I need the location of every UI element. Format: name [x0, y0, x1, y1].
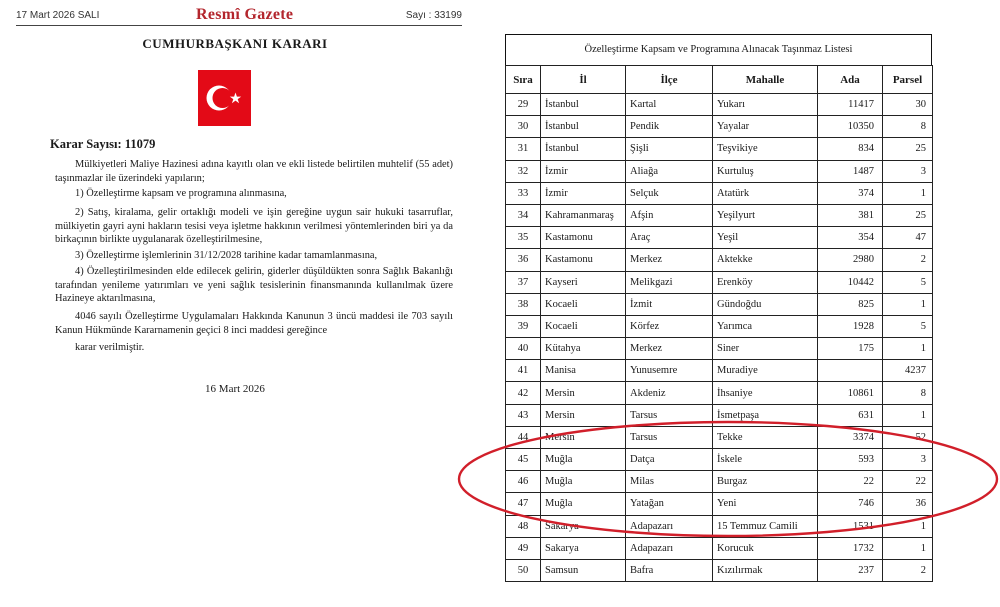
table-row	[506, 182, 933, 204]
cell-ada: 3374	[818, 426, 883, 448]
cell-il: Muğla	[541, 449, 626, 471]
cell-ada: 237	[818, 559, 883, 581]
cell-mahalle: Yeşilyurt	[713, 204, 818, 226]
cell-mahalle: Yarımca	[713, 315, 818, 337]
issue-number: Sayı : 33199	[405, 10, 462, 21]
cell-ada: 10442	[818, 271, 883, 293]
cell-parsel: 3	[883, 449, 933, 471]
table-row	[506, 160, 933, 182]
cell-parsel: 8	[883, 116, 933, 138]
cell-ada: 834	[818, 138, 883, 160]
cell-mahalle: Siner	[713, 338, 818, 360]
cell-sira: 33	[506, 182, 541, 204]
cell-sira: 49	[506, 537, 541, 559]
table-header-row	[506, 66, 933, 94]
cell-ada	[818, 360, 883, 382]
cell-il: Kayseri	[541, 271, 626, 293]
cell-mahalle: Aktekke	[713, 249, 818, 271]
cell-sira: 46	[506, 471, 541, 493]
table-row	[506, 471, 933, 493]
cell-sira: 41	[506, 360, 541, 382]
cell-ada: 2980	[818, 249, 883, 271]
cell-ilce: Körfez	[626, 315, 713, 337]
cell-ada: 746	[818, 493, 883, 515]
cell-parsel: 5	[883, 271, 933, 293]
table-row	[506, 537, 933, 559]
cell-parsel: 36	[883, 493, 933, 515]
turkish-flag-icon	[198, 70, 251, 126]
cell-ilce: Akdeniz	[626, 382, 713, 404]
cell-parsel: 1	[883, 293, 933, 315]
cell-ilce: Tarsus	[626, 426, 713, 448]
cell-ilce: Afşin	[626, 204, 713, 226]
cell-ilce: İzmit	[626, 293, 713, 315]
decision-date: 16 Mart 2026	[205, 383, 265, 395]
cell-il: Muğla	[541, 471, 626, 493]
table-row	[506, 249, 933, 271]
cell-sira: 40	[506, 338, 541, 360]
cell-ada: 1487	[818, 160, 883, 182]
cell-sira: 38	[506, 293, 541, 315]
column-header-ilce: İlçe	[626, 66, 713, 94]
header-divider	[16, 25, 462, 26]
cell-il: Mersin	[541, 426, 626, 448]
cell-il: Kocaeli	[541, 315, 626, 337]
gazette-title: Resmî Gazete	[196, 6, 294, 23]
table-row	[506, 94, 933, 116]
table-row	[506, 360, 933, 382]
property-table	[505, 65, 933, 582]
table-row	[506, 293, 933, 315]
cell-il: Manisa	[541, 360, 626, 382]
cell-parsel: 1	[883, 537, 933, 559]
cell-ilce: Selçuk	[626, 182, 713, 204]
cell-sira: 45	[506, 449, 541, 471]
cell-ilce: Yunusemre	[626, 360, 713, 382]
column-header-sira: Sıra	[506, 66, 541, 94]
cell-sira: 30	[506, 116, 541, 138]
cell-parsel: 2	[883, 559, 933, 581]
cell-ilce: Merkez	[626, 249, 713, 271]
cell-il: Mersin	[541, 404, 626, 426]
gazette-header	[16, 6, 462, 26]
cell-mahalle: Yeni	[713, 493, 818, 515]
cell-ilce: Yatağan	[626, 493, 713, 515]
cell-sira: 37	[506, 271, 541, 293]
cell-sira: 50	[506, 559, 541, 581]
cell-parsel: 47	[883, 227, 933, 249]
cell-mahalle: Tekke	[713, 426, 818, 448]
cell-il: İstanbul	[541, 116, 626, 138]
cell-ilce: Pendik	[626, 116, 713, 138]
cell-parsel: 22	[883, 471, 933, 493]
cell-parsel: 1	[883, 404, 933, 426]
cell-ada: 1732	[818, 537, 883, 559]
cell-ilce: Kartal	[626, 94, 713, 116]
cell-mahalle: 15 Temmuz Camili	[713, 515, 818, 537]
cell-sira: 31	[506, 138, 541, 160]
cell-ada: 631	[818, 404, 883, 426]
property-list	[505, 34, 932, 582]
cell-mahalle: Teşvikiye	[713, 138, 818, 160]
cell-sira: 42	[506, 382, 541, 404]
column-header-ada: Ada	[818, 66, 883, 94]
cell-sira: 43	[506, 404, 541, 426]
cell-il: İstanbul	[541, 94, 626, 116]
cell-il: Kastamonu	[541, 249, 626, 271]
cell-parsel: 4237	[883, 360, 933, 382]
table-row	[506, 426, 933, 448]
cell-il: Sakarya	[541, 537, 626, 559]
cell-ada: 1928	[818, 315, 883, 337]
cell-parsel: 1	[883, 515, 933, 537]
cell-parsel: 3	[883, 160, 933, 182]
cell-il: İstanbul	[541, 138, 626, 160]
cell-mahalle: Atatürk	[713, 182, 818, 204]
cell-ilce: Adapazarı	[626, 515, 713, 537]
cell-mahalle: İhsaniye	[713, 382, 818, 404]
cell-ada: 354	[818, 227, 883, 249]
cell-mahalle: Yukarı	[713, 94, 818, 116]
table-row	[506, 515, 933, 537]
cell-parsel: 52	[883, 426, 933, 448]
cell-parsel: 1	[883, 182, 933, 204]
cell-ada: 10861	[818, 382, 883, 404]
cell-ada: 1531	[818, 515, 883, 537]
cell-ada: 374	[818, 182, 883, 204]
cell-il: Kahramanmaraş	[541, 204, 626, 226]
table-row	[506, 404, 933, 426]
cell-il: Sakarya	[541, 515, 626, 537]
cell-mahalle: Gündoğdu	[713, 293, 818, 315]
cell-ilce: Datça	[626, 449, 713, 471]
cell-sira: 39	[506, 315, 541, 337]
cell-parsel: 2	[883, 249, 933, 271]
decision-title: CUMHURBAŞKANI KARARI	[142, 36, 328, 51]
cell-parsel: 5	[883, 315, 933, 337]
cell-sira: 36	[506, 249, 541, 271]
decision-paragraph-2: 2) Satış, kiralama, gelir ortaklığı modeli ve işin gereğine uygun sair hukuki tasarruflar, mülkiyetin gayri ayni hakların tesisi veya işletme hakkının verilmesi yöntemlerinden biri ya da birkaçının birlikte uygulanarak özelleştirilmesine,	[55, 207, 453, 245]
cell-sira: 35	[506, 227, 541, 249]
decision-paragraph-4: 4) Özelleştirilmesinden elde edilecek gelirin, giderler düşüldükten sonra Sağlık Bakanlığı tarafından yenileme yatırımları ve yeni sağlık tesislerinin finansmanında kullanılmak üzere Hazineye aktarılmasına,	[55, 266, 453, 304]
table-body	[506, 94, 933, 582]
cell-mahalle: Kurtuluş	[713, 160, 818, 182]
cell-ilce: Melikgazi	[626, 271, 713, 293]
cell-il: Muğla	[541, 493, 626, 515]
cell-ada: 381	[818, 204, 883, 226]
table-row	[506, 227, 933, 249]
column-header-parsel: Parsel	[883, 66, 933, 94]
cell-parsel: 30	[883, 94, 933, 116]
decision-paragraph-1: 1) Özelleştirme kapsam ve programına alınmasına,	[75, 188, 287, 199]
gazette-page	[0, 0, 470, 607]
cell-ada: 825	[818, 293, 883, 315]
cell-ilce: Milas	[626, 471, 713, 493]
cell-mahalle: Muradiye	[713, 360, 818, 382]
cell-mahalle: Yeşil	[713, 227, 818, 249]
decision-paragraph-intro: Mülkiyetleri Maliye Hazinesi adına kayıtlı olan ve ekli listede belirtilen muhtelif (55 adet) taşınmazlar ile üzerindeki yapıların;	[55, 159, 453, 184]
table-caption: Özelleştirme Kapsam ve Programına Alınacak Taşınmaz Listesi	[505, 34, 932, 65]
cell-ilce: Merkez	[626, 338, 713, 360]
table-row	[506, 271, 933, 293]
cell-parsel: 1	[883, 338, 933, 360]
cell-mahalle: Burgaz	[713, 471, 818, 493]
cell-ada: 593	[818, 449, 883, 471]
cell-ilce: Araç	[626, 227, 713, 249]
cell-parsel: 8	[883, 382, 933, 404]
cell-mahalle: Korucuk	[713, 537, 818, 559]
cell-mahalle: İskele	[713, 449, 818, 471]
cell-parsel: 25	[883, 204, 933, 226]
table-row	[506, 493, 933, 515]
cell-sira: 29	[506, 94, 541, 116]
cell-mahalle: Erenköy	[713, 271, 818, 293]
cell-il: İzmir	[541, 160, 626, 182]
cell-il: Samsun	[541, 559, 626, 581]
cell-mahalle: Kızılırmak	[713, 559, 818, 581]
cell-ilce: Bafra	[626, 559, 713, 581]
cell-il: İzmir	[541, 182, 626, 204]
cell-ada: 11417	[818, 94, 883, 116]
cell-sira: 44	[506, 426, 541, 448]
decision-paragraph-closing: karar verilmiştir.	[75, 342, 145, 353]
cell-ilce: Adapazarı	[626, 537, 713, 559]
decision-paragraph-legal-basis: 4046 sayılı Özelleştirme Uygulamaları Hakkında Kanunun 3 üncü maddesi ile 703 sayılı Kanun Hükmünde Kararnamenin geçici 8 inci maddesi gereğince	[55, 311, 453, 336]
cell-il: Kocaeli	[541, 293, 626, 315]
cell-ada: 175	[818, 338, 883, 360]
decision-number: Karar Sayısı: 11079	[50, 137, 156, 151]
column-header-il: İl	[541, 66, 626, 94]
cell-ada: 10350	[818, 116, 883, 138]
table-row	[506, 204, 933, 226]
cell-ilce: Tarsus	[626, 404, 713, 426]
table-row	[506, 116, 933, 138]
cell-sira: 48	[506, 515, 541, 537]
table-row	[506, 382, 933, 404]
cell-il: Mersin	[541, 382, 626, 404]
cell-ada: 22	[818, 471, 883, 493]
cell-ilce: Şişli	[626, 138, 713, 160]
cell-il: Kütahya	[541, 338, 626, 360]
cell-ilce: Aliağa	[626, 160, 713, 182]
cell-il: Kastamonu	[541, 227, 626, 249]
decision-paragraph-3: 3) Özelleştirme işlemlerinin 31/12/2028 tarihine kadar tamamlanmasına,	[75, 250, 378, 261]
cell-mahalle: İsmetpaşa	[713, 404, 818, 426]
header-date: 17 Mart 2026 SALI	[16, 10, 100, 21]
column-header-mahalle: Mahalle	[713, 66, 818, 94]
cell-parsel: 25	[883, 138, 933, 160]
table-row	[506, 138, 933, 160]
cell-sira: 34	[506, 204, 541, 226]
table-row	[506, 449, 933, 471]
cell-sira: 47	[506, 493, 541, 515]
table-row	[506, 315, 933, 337]
cell-mahalle: Yayalar	[713, 116, 818, 138]
table-row	[506, 559, 933, 581]
table-row	[506, 338, 933, 360]
cell-sira: 32	[506, 160, 541, 182]
